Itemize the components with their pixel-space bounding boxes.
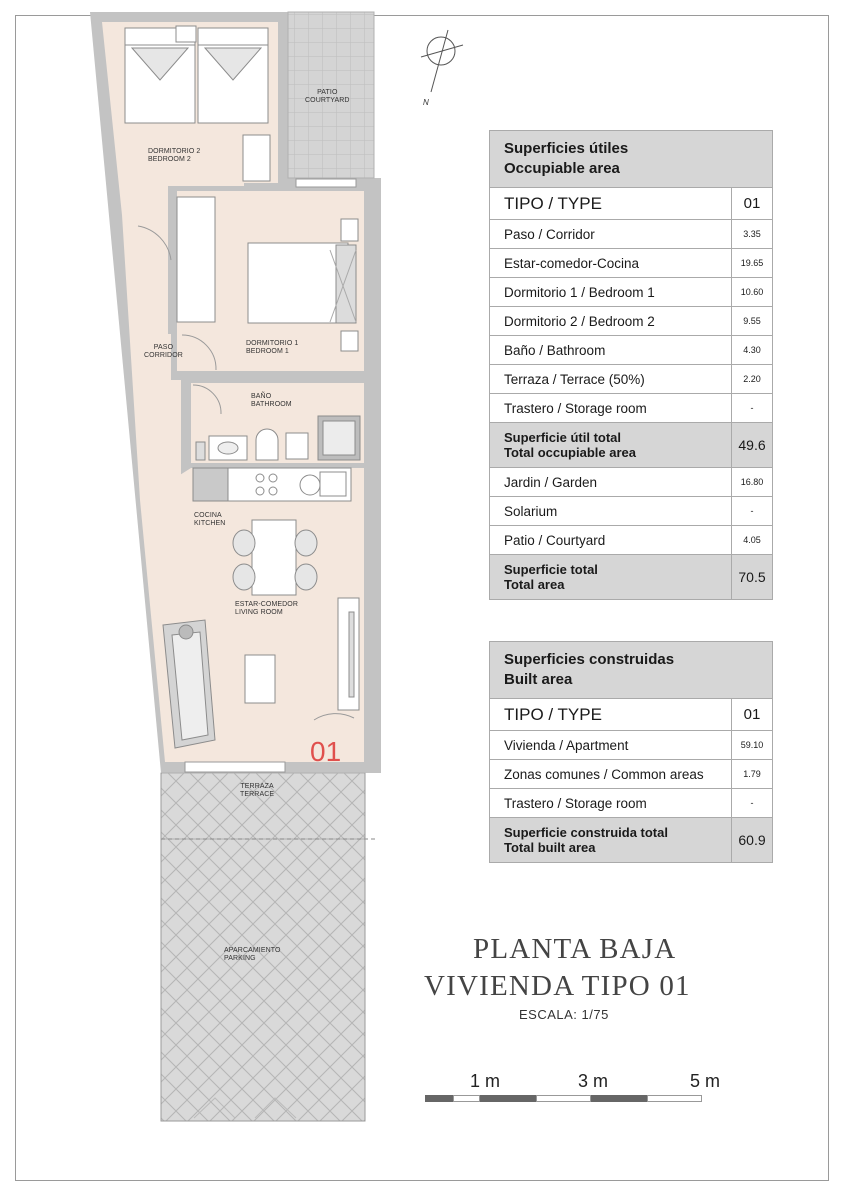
scalebar-segment	[425, 1095, 453, 1102]
bedroom1-label: DORMITORIO 1 BEDROOM 1	[246, 340, 299, 355]
table-row: Trastero / Storage room -	[490, 789, 773, 818]
table-header: Superficies construidas Built area	[490, 642, 773, 699]
courtyard-label: PATIO COURTYARD	[305, 89, 350, 104]
table-row: Estar-comedor-Cocina 19.65	[490, 249, 773, 278]
occupiable-area-table	[489, 130, 773, 600]
table-row: TIPO / TYPE 01	[490, 188, 773, 220]
total-row: Superficie construida total Total built area 60.9	[490, 818, 773, 863]
scalebar-segment	[591, 1095, 647, 1102]
scale-text: ESCALA: 1/75	[519, 1007, 609, 1022]
living-label: ESTAR-COMEDOR LIVING ROOM	[235, 601, 299, 616]
scalebar-label-3m: 3 m	[578, 1071, 609, 1091]
table-row: Patio / Courtyard 4.05	[490, 526, 773, 555]
table-row: Paso / Corridor 3.35	[490, 220, 773, 249]
table-row: Terraza / Terrace (50%) 2.20	[490, 365, 773, 394]
plan-title-line2: VIVIENDA TIPO 01	[424, 970, 691, 1002]
kitchen-label: COCINA KITCHEN	[194, 512, 226, 527]
north-label: N	[423, 98, 429, 107]
north-arrow-icon	[421, 30, 463, 92]
bathroom-label: BAÑO BATHROOM	[251, 393, 292, 408]
corridor-label: PASO CORRIDOR	[144, 344, 183, 359]
table-header: Superficies útiles Occupiable area	[490, 131, 773, 188]
total-row: Superficie total Total area 70.5	[490, 555, 773, 600]
bedroom2-label: DORMITORIO 2 BEDROOM 2	[148, 148, 201, 163]
scalebar-label-1m: 1 m	[470, 1071, 501, 1091]
table-row: Trastero / Storage room -	[490, 394, 773, 423]
parking-area	[161, 839, 365, 1121]
scalebar-segment	[647, 1095, 702, 1102]
table-row: Dormitorio 1 / Bedroom 1 10.60	[490, 278, 773, 307]
scalebar-segment	[536, 1095, 591, 1102]
scalebar-segment	[480, 1095, 536, 1102]
table-row: Baño / Bathroom 4.30	[490, 336, 773, 365]
parking-label: APARCAMIENTO PARKING	[224, 947, 281, 962]
built-area-table	[489, 641, 773, 863]
table-row: TIPO / TYPE 01	[490, 699, 773, 731]
scalebar-segment	[453, 1095, 480, 1102]
table-row: Dormitorio 2 / Bedroom 2 9.55	[490, 307, 773, 336]
scalebar-label-5m: 5 m	[690, 1071, 721, 1091]
subtotal-row: Superficie útil total Total occupiable area 49.6	[490, 423, 773, 468]
kitchen-counter	[193, 468, 351, 501]
table-row: Jardin / Garden 16.80	[490, 468, 773, 497]
unit-number: 01	[310, 736, 342, 767]
table-row: Vivienda / Apartment 59.10	[490, 731, 773, 760]
terrace-label: TERRAZA TERRACE	[240, 783, 275, 798]
plan-title-line1: PLANTA BAJA	[473, 933, 677, 965]
table-row: Zonas comunes / Common areas 1.79	[490, 760, 773, 789]
table-row: Solarium -	[490, 497, 773, 526]
